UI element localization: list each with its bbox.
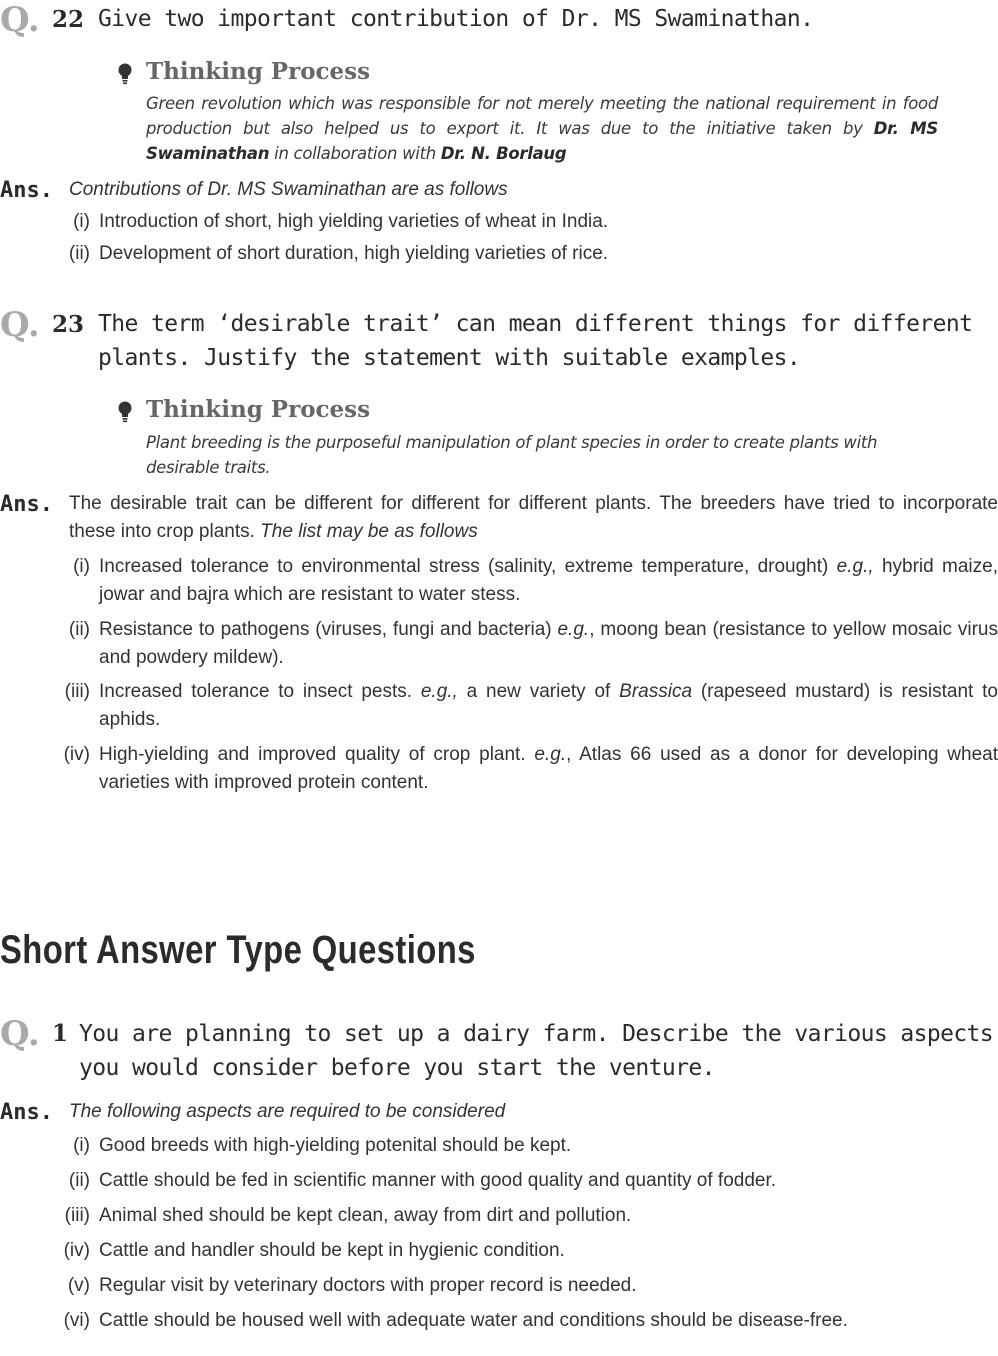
question-22-text: Give two important contribution of Dr. MS Swaminathan. [98, 6, 814, 32]
thinking-process-body: Plant breeding is the purposeful manipulation of plant species in order to create plants with desirable traits. [146, 433, 878, 477]
answer-label: Ans. [0, 1100, 53, 1125]
lightbulb-icon [118, 401, 132, 423]
question-number: 1 [52, 1020, 69, 1047]
thinking-process-body: Green revolution which was responsible for not merely meeting the national requirement in food production but also helped us to export it. It was due to the initiative taken by Dr. MS Swaminathan in collaboration with Dr. N. Borlaug [146, 94, 938, 163]
answer-intro: Contributions of Dr. MS Swaminathan are as follows [69, 179, 508, 200]
thinking-process-title: Thinking Process [146, 58, 371, 85]
question-number: 22 [52, 6, 85, 33]
person-name: Dr. MS Swaminathan [146, 119, 938, 163]
question-number: 23 [52, 311, 85, 338]
answer-label: Ans. [0, 492, 53, 517]
question-23-text: The term ‘desirable trait’ can mean different things for different plants. Justify the statement with suitable examples. [98, 311, 973, 371]
question-mark: Q. [0, 0, 40, 40]
answer-intro: The desirable trait can be different for different for different plants. The breeders have tried to incorporate these into crop plants. The list may be as follows [69, 493, 998, 542]
answer-intro: The following aspects are required to be considered [69, 1101, 506, 1122]
person-name: Dr. N. Borlaug [440, 144, 567, 163]
question-mark: Q. [0, 305, 40, 345]
question-mark: Q. [0, 1014, 40, 1054]
answer-label: Ans. [0, 178, 53, 203]
section-heading: Short Answer Type Questions [0, 928, 476, 972]
thinking-process-title: Thinking Process [146, 396, 371, 423]
question-1-text: You are planning to set up a dairy farm. Describe the various aspects you would consider before you start the venture. [79, 1021, 994, 1081]
lightbulb-icon [118, 63, 132, 85]
